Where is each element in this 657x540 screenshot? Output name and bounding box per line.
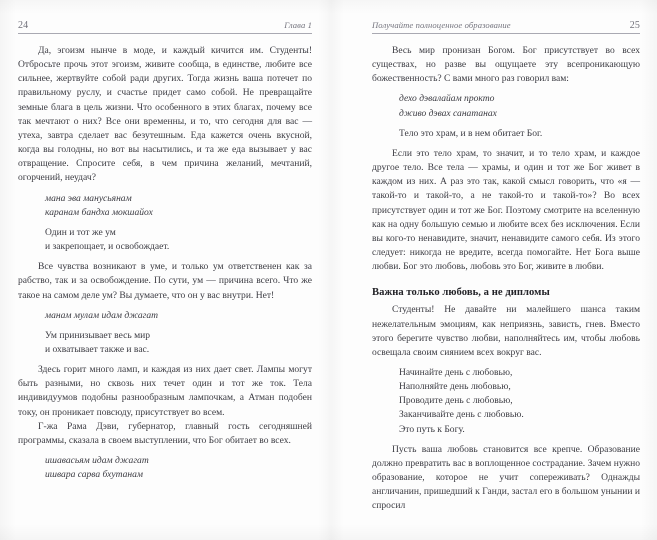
verse-translation-line: и закрепощает, и освобождает.: [45, 241, 170, 253]
verse-translation-line: Один и тот же ум: [45, 226, 116, 238]
left-text-column: [18, 44, 312, 482]
verse-translation-line: Это путь к Богу.: [399, 423, 465, 435]
body-paragraph: Если это тело храм, то значит, и то тело храм, и каждое другое тело. Все тела — храмы, и один и тот же Бог живет в каждом из них. А раз это так, какой смысл говорить, что «я — такой-то и такой-то, а не такой-то и такой-то»? Во всех присутствует один и тот же Бог. Поэтому смотрите на вселенную как на одну большую семью и любите всех без исключения. Если вы кого-то ненавидите, значит, ненавидите самого себя. Из этого следует: никогда не вредите, всегда помогайте. Нет Бога выше любви. Бог это любовь, любовь это Бог, живите в любви.: [372, 147, 640, 273]
right-header-rule: [372, 33, 640, 34]
sanskrit-verse-line: манам мулам идам джагат: [45, 309, 159, 321]
sanskrit-verse-line: мана эва манусьянам: [45, 192, 132, 204]
left-page-number: 24: [18, 20, 29, 31]
right-page-number: 25: [629, 20, 640, 31]
verse-translation-line: Тело это храм, и в нем обитает Бог.: [399, 127, 543, 139]
body-paragraph: Все чувства возникают в уме, и только ум ответственен как за рабство, так и за освобождение. По сути, ум — причина всего. Что же такое на самом деле ум? Вы думаете, что он у вас внутри. Нет!: [18, 261, 312, 301]
verse-translation-line: Начинайте день с любовью,: [399, 366, 513, 378]
sanskrit-verse-line: каранам бандха мокшайох: [45, 206, 153, 218]
verse-translation-line: и охватывает также и вас.: [45, 343, 150, 355]
verse-translation-line: Заканчивайте день с любовью.: [399, 409, 524, 421]
left-chapter-title: Глава 1: [284, 20, 312, 30]
body-paragraph: Пусть ваша любовь становится все крепче. Образование должно превратить вас в воплощенное сострадание. Зачем нужно образование, которое не учит сопереживать? Однажды англичанин, пришедший к Ганди, застал его в большом унынии и спросил: [372, 443, 640, 512]
body-paragraph: Г-жа Рама Дэви, губернатор, главный гость сегодняшней программы, сказала в своем выступлении, что Бог обитает во всех.: [18, 420, 312, 446]
sanskrit-verse-line: дживо дэвах санатанах: [399, 107, 497, 119]
right-page: [330, 0, 657, 540]
body-paragraph: Весь мир пронизан Богом. Бог присутствует во всех существах, но разве вы ощущаете эту всепроникающую божественность? С вами много раз говорил вам:: [372, 45, 640, 85]
body-paragraph: Да, эгоизм нынче в моде, и каждый кичится им. Студенты! Отбросьте прочь этот эгоизм, живите сообща, в единстве, любите все сильнее, жертвуйте собой ради других. Тогда жизнь ваша потечет по правильному руслу, и счастье придет само собой. Не превращайте земные блага в цель жизни. Что особенного в этих благах, почему все так мечтают о них? Все они временны, и то, что сегодня для вас — утеха, завтра сделает вас безутешным. Еда кажется очень вкусной, когда вы голодны, но вот вы насытились, и та же еда вызывает у вас отвращение. Спросите себя, в чем причина желаний, мечтаний, огорчений, неудач?: [18, 45, 312, 184]
sanskrit-verse-line: дехо дэвалайам прокто: [399, 93, 495, 105]
verse-translation-line: Наполняйте день любовью,: [399, 381, 511, 393]
section-heading: Важна только любовь, а не дипломы: [372, 287, 550, 299]
body-paragraph: Студенты! Не давайте ни малейшего шанса таким нежелательным эмоциям, как неприязнь, зависть, гнев. Вместо этого берегите чувство любви, наполняйтесь им, чтобы любовь освещала своим сиянием всех вокруг вас.: [372, 304, 640, 358]
body-paragraph: Здесь горит много ламп, и каждая из них дает свет. Лампы могут быть разными, но сквозь них течет один и тот же ток. Тела индивидуумов подобны разнообразным лампочкам, а Атман подобен току, он проникает повсюду, присутствует во всем.: [18, 364, 312, 418]
right-section-title: Получайте полноценное образование: [372, 20, 511, 30]
left-header-rule: [18, 33, 312, 34]
right-text-column: [372, 44, 640, 514]
sanskrit-verse-line: ишавасьям идам джагат: [45, 455, 149, 467]
verse-translation-line: Проводите день с любовью,: [399, 395, 513, 407]
verse-translation-line: Ум принизывает весь мир: [45, 329, 150, 341]
sanskrit-verse-line: ишвара сарва бхутанам: [45, 469, 144, 481]
